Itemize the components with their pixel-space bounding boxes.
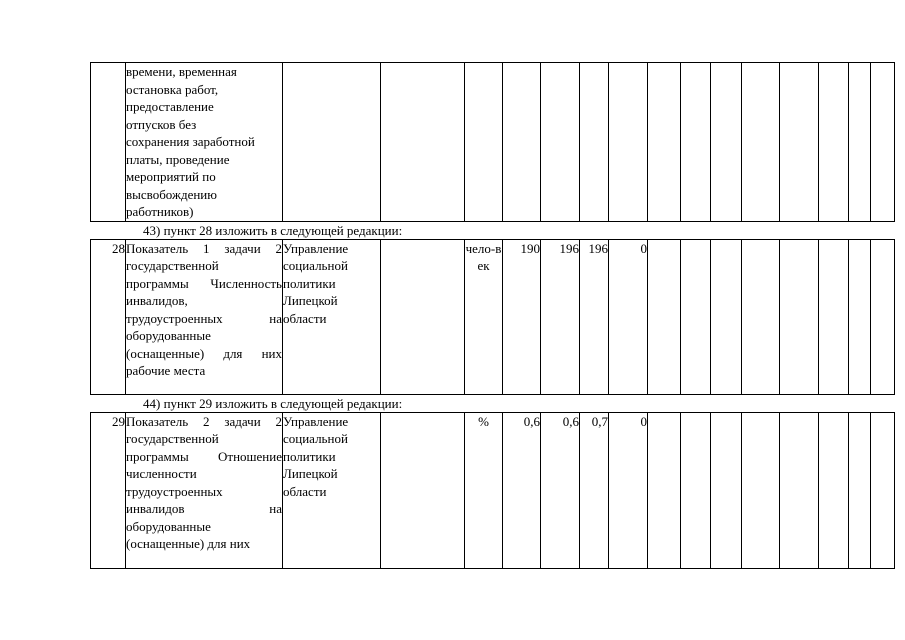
- desc-line: работников): [126, 204, 194, 219]
- desc-line: времени, временная: [126, 64, 237, 79]
- cell-value: 0,6: [541, 412, 580, 568]
- cell-empty: [849, 239, 871, 394]
- desc-line: остановка работ,: [126, 81, 219, 97]
- cell-empty: [819, 63, 849, 222]
- cell-empty: [780, 412, 819, 568]
- cell-value: [609, 63, 648, 222]
- cell-empty: [381, 63, 465, 222]
- cell-value: 196: [541, 239, 580, 394]
- cell-empty: [819, 412, 849, 568]
- cell-empty: [871, 239, 895, 394]
- cell-value: 0: [609, 412, 648, 568]
- cell-unit: чело-век: [465, 239, 503, 394]
- cell-num: [91, 63, 126, 222]
- amendment-note: 43) пункт 28 изложить в следующей редакции:: [143, 222, 403, 238]
- cell-num: 28: [91, 239, 126, 394]
- cell-empty: [648, 239, 681, 394]
- cell-empty: [681, 239, 711, 394]
- cell-empty: [742, 412, 780, 568]
- desc-line: сохранения заработной: [126, 134, 255, 149]
- cell-value: 196: [580, 239, 609, 394]
- cell-empty: [871, 63, 895, 222]
- cell-value: 0,6: [503, 412, 541, 568]
- cell-empty: [648, 412, 681, 568]
- cell-empty: [711, 63, 742, 222]
- amendment-note: 44) пункт 29 изложить в следующей редакции:: [143, 395, 403, 411]
- cell-dept: [283, 63, 381, 222]
- cell-empty: [711, 239, 742, 394]
- cell-unit: %: [465, 412, 503, 568]
- table-row: [91, 412, 895, 568]
- cell-empty: [742, 239, 780, 394]
- cell-empty: [819, 239, 849, 394]
- cell-empty: [871, 412, 895, 568]
- cell-empty: [780, 239, 819, 394]
- cell-value: 0,7: [580, 412, 609, 568]
- cell-desc: Показатель 1 задачи 2 государственной программы Численность инвалидов, трудоустроенных на оборудованные (оснащенные) для них рабочие места: [126, 239, 283, 394]
- cell-empty: [381, 412, 465, 568]
- cell-empty: [681, 63, 711, 222]
- cell-value: [541, 63, 580, 222]
- cell-value: 0: [609, 239, 648, 394]
- cell-empty: [681, 412, 711, 568]
- table-row: [91, 239, 895, 394]
- desc-line: высвобождению: [126, 186, 217, 202]
- table-row-28: [90, 239, 895, 395]
- table-fragment-top: [90, 62, 895, 222]
- document-page: [90, 62, 884, 569]
- cell-empty: [648, 63, 681, 222]
- cell-empty: [780, 63, 819, 222]
- cell-desc: [126, 63, 283, 222]
- cell-dept: Управление социальной политики Липецкой области: [283, 239, 381, 394]
- cell-dept: Управление социальной политики Липецкой области: [283, 412, 381, 568]
- cell-num: 29: [91, 412, 126, 568]
- desc-line: платы, проведение: [126, 151, 230, 167]
- cell-value: [580, 63, 609, 222]
- cell-value: [503, 63, 541, 222]
- cell-empty: [742, 63, 780, 222]
- cell-empty: [381, 239, 465, 394]
- table-row: [91, 63, 895, 222]
- cell-empty: [849, 63, 871, 222]
- cell-empty: [849, 412, 871, 568]
- desc-line: предоставление: [126, 99, 214, 114]
- cell-unit: [465, 63, 503, 222]
- cell-desc: Показатель 2 задачи 2 государственной программы Отношение численности трудоустроенных инвалидов на оборудованные (оснащенные) для них: [126, 412, 283, 568]
- desc-line: мероприятий по: [126, 169, 216, 184]
- desc-line: отпусков без: [126, 116, 197, 132]
- cell-value: 190: [503, 239, 541, 394]
- cell-empty: [711, 412, 742, 568]
- table-row-29: [90, 412, 895, 569]
